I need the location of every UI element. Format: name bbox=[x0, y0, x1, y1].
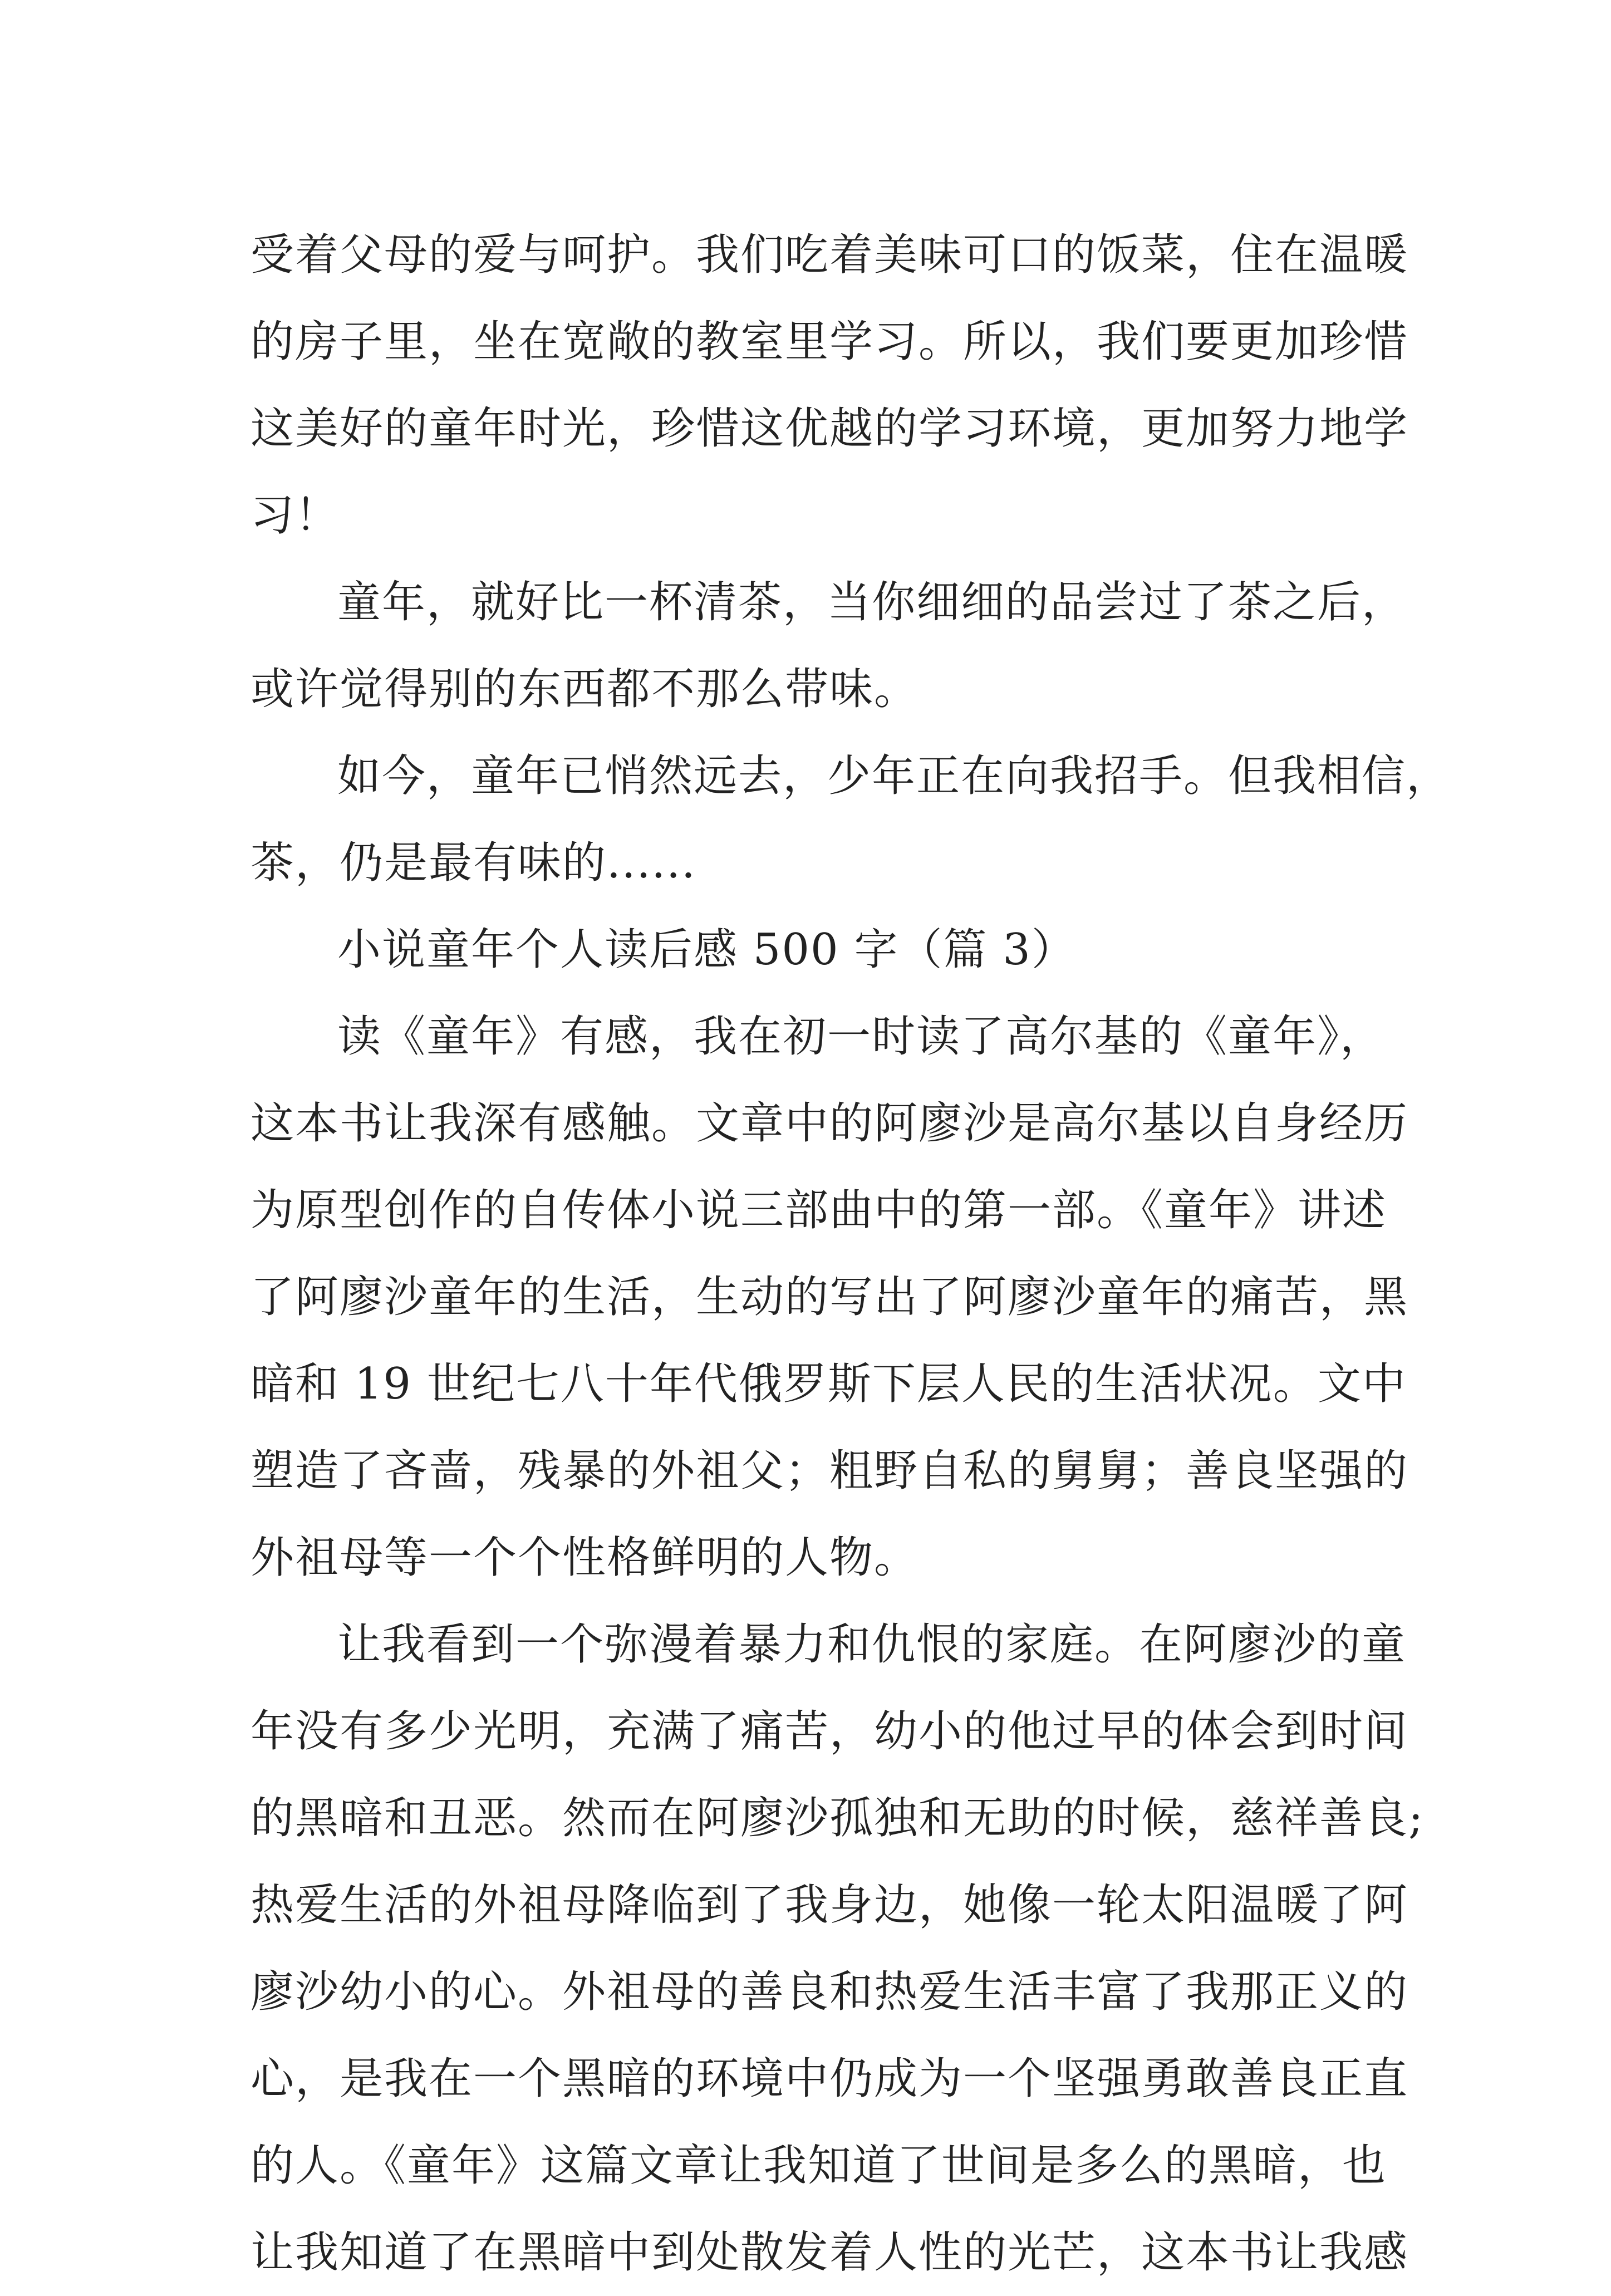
text-line: 热爱生活的外祖母降临到了我身边，她像一轮太阳温暖了阿 bbox=[251, 1880, 1409, 1930]
text-line: 让我知道了在黑暗中到处散发着人性的光芒，这本书让我感 bbox=[251, 2228, 1409, 2278]
text-line: 年没有多少光明，充满了痛苦，幼小的他过早的体会到时间 bbox=[251, 1706, 1409, 1757]
text-line: 习！ bbox=[251, 490, 340, 541]
text-line: 外祖母等一个个性格鲜明的人物。 bbox=[251, 1533, 919, 1583]
text-line: 如今，童年已悄然远去，少年正在向我招手。但我相信， bbox=[337, 751, 1451, 801]
text-line: 的黑暗和丑恶。然而在阿廖沙孤独和无助的时候，慈祥善良; bbox=[251, 1793, 1425, 1843]
text-line: 心，是我在一个黑暗的环境中仍成为一个坚强勇敢善良正直 bbox=[251, 2054, 1409, 2104]
text-line: 暗和 19 世纪七八十年代俄罗斯下层人民的生活状况。文中 bbox=[251, 1359, 1407, 1409]
text-line: 受着父母的爱与呵护。我们吃着美味可口的饭菜，住在温暖 bbox=[251, 230, 1409, 280]
text-line: 了阿廖沙童年的生活，生动的写出了阿廖沙童年的痛苦，黑 bbox=[251, 1272, 1409, 1322]
text-line: 的人。《童年》这篇文章让我知道了世间是多么的黑暗，也 bbox=[251, 2141, 1387, 2191]
text-line: 为原型创作的自传体小说三部曲中的第一部。《童年》讲述 bbox=[251, 1185, 1387, 1235]
text-line: 廖沙幼小的心。外祖母的善良和热爱生活丰富了我那正义的 bbox=[251, 1967, 1409, 2017]
text-line: 的房子里，坐在宽敞的教室里学习。所以，我们要更加珍惜 bbox=[251, 317, 1409, 367]
text-line: 这美好的童年时光，珍惜这优越的学习环境，更加努力地学 bbox=[251, 404, 1409, 454]
document-body bbox=[251, 212, 1451, 2296]
text-line: 茶，仍是最有味的...... bbox=[251, 838, 696, 888]
text-line: 童年，就好比一杯清茶，当你细细的品尝过了茶之后， bbox=[337, 577, 1407, 627]
text-line: 这本书让我深有感触。文章中的阿廖沙是高尔基以自身经历 bbox=[251, 1098, 1409, 1149]
text-line: 小说童年个人读后感 500 字（篇 3） bbox=[337, 925, 1076, 975]
text-line: 读《童年》有感，我在初一时读了高尔基的《童年》， bbox=[337, 1012, 1385, 1062]
text-line: 塑造了吝啬，残暴的外祖父；粗野自私的舅舅；善良坚强的 bbox=[251, 1446, 1409, 1496]
text-line: 或许觉得别的东西都不那么带味。 bbox=[251, 664, 919, 714]
text-line: 让我看到一个弥漫着暴力和仇恨的家庭。在阿廖沙的童 bbox=[337, 1620, 1407, 1670]
